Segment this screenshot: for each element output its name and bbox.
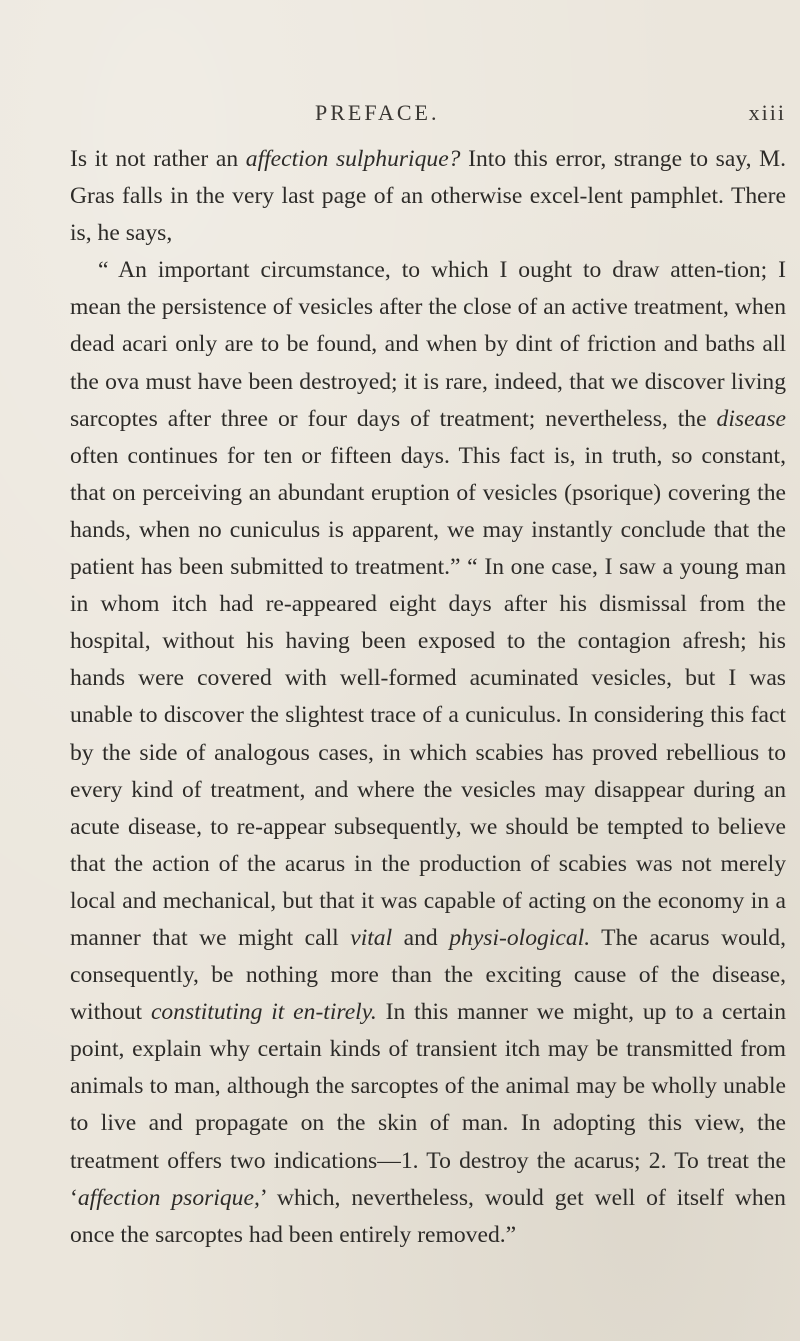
paragraph-quotation [70, 252, 786, 1254]
running-head [70, 100, 786, 140]
text-segment-italic: disease [716, 405, 786, 432]
page-number: xiii [748, 100, 786, 125]
paragraph-intro [70, 141, 786, 252]
text-segment-italic: affection sulphurique? [245, 146, 461, 172]
running-title: PREFACE. [315, 100, 440, 125]
text-segment: and [392, 924, 450, 951]
text-segment: “ An important circumstance, to which I ought to draw atten-tion; I mean the persistence of vesicles after the close of an active treatment, when dead acari only are to be found, and when by dint of friction and baths all the ova must have been destroyed; it is rare, indeed, that we discover living sarcoptes after three or four days of treatment; nevertheless, the [70, 257, 786, 432]
text-segment-italic: constituting it en-tirely. [150, 999, 377, 1026]
text-segment: ’ which, nevertheless, would get well of itself when once the sarcoptes had been entirely removed.” [70, 1184, 786, 1248]
text-segment: Is it not rather an [70, 146, 246, 172]
text-segment-italic: physi-ological. [449, 924, 591, 951]
text-segment-italic: vital [350, 924, 393, 951]
text-segment-italic: affection psorique, [77, 1184, 260, 1211]
text-segment: In this manner we might, up to a certain point, explain why certain kinds of transient itch may be transmitted from animals to man, although the sarcoptes of the animal may be wholly unable to live and propagate on the skin of man. In adopting this view, the treatment offers two indications—1. To destroy the acarus; 2. To treat the ‘ [70, 999, 786, 1211]
text-segment: The acarus would, consequently, be nothing more than the exciting cause of the disease, without [70, 924, 786, 1026]
body-text [70, 141, 786, 1254]
text-segment: Into this error, strange to say, M. Gras falls in the very last page of an otherwise excel-lent pamphlet. There is, he says, [70, 146, 786, 247]
text-segment: often continues for ten or fifteen days. This fact is, in truth, so constant, that on perceiving an abundant eruption of vesicles (psorique) covering the hands, when no cuniculus is apparent, we may instantly conclude that the patient has been submitted to treatment.” “ In one case, I saw a young man in whom itch had re-appeared eight days after his dismissal from the hospital, without his having been exposed to the contagion afresh; his hands were covered with well-formed acuminated vesicles, but I was unable to discover the slightest trace of a cuniculus. In considering this fact by the side of analogous cases, in which scabies has proved rebellious to every kind of treatment, and where the vesicles may disappear during an acute disease, to re-appear subsequently, we should be tempted to believe that the action of the acarus in the production of scabies was not merely local and mechanical, but that it was capable of acting on the economy in a manner that we might call [70, 442, 786, 951]
